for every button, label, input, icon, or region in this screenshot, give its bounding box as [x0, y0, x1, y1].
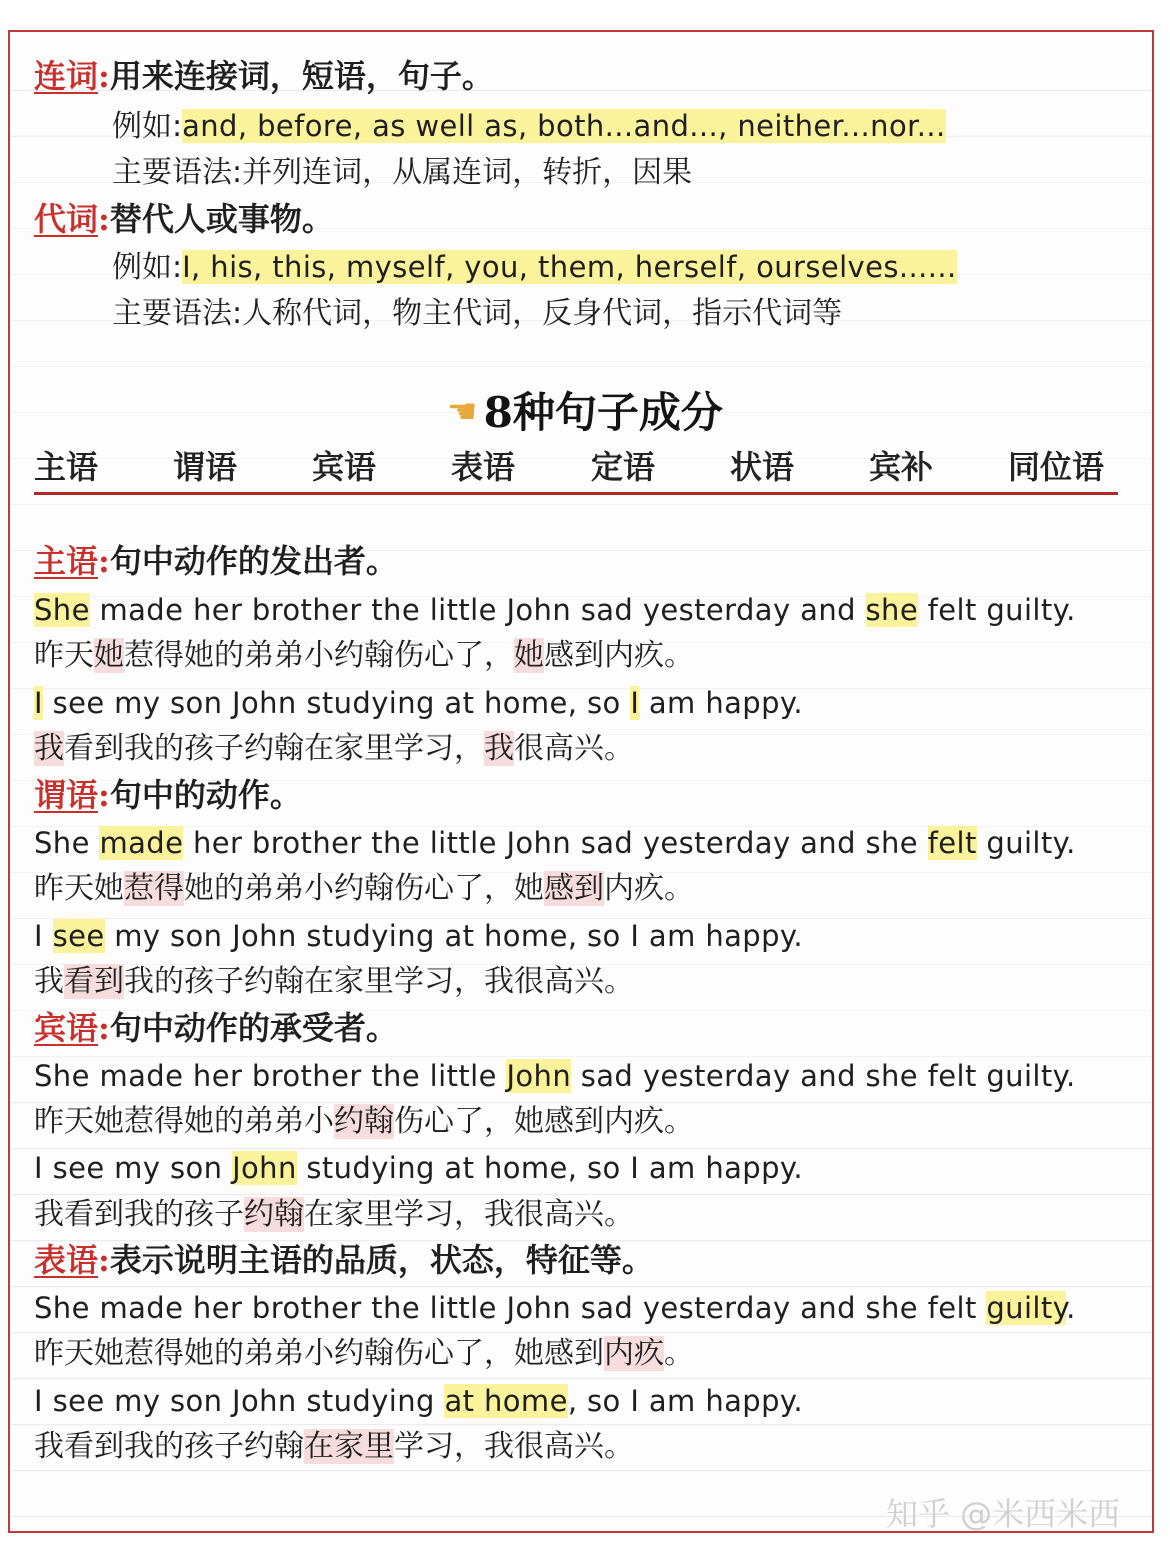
pronoun-grammar: 主要语法:人称代词，物主代词，反身代词，指示代词等: [112, 296, 843, 331]
pronoun-term: 代词: [34, 200, 99, 238]
components-row: [34, 444, 1118, 495]
object-definition: 句中动作的承受者。: [109, 1009, 398, 1047]
pronoun-examples: I, his, this, myself, you, them, herself, ourselves......: [182, 250, 957, 284]
subject-example-zh-1: 昨天她惹得她的弟弟小约翰伤心了，她感到内疚。: [34, 638, 694, 673]
pronoun-definition: 替代人或事物。: [109, 200, 334, 238]
predicate-example-en-1: She made her brother the little John sad yesterday and she felt guilty.: [34, 826, 1076, 860]
conjunction-example-label: 例如:: [112, 109, 183, 144]
predicate-heading: 谓语:句中的动作。: [34, 776, 302, 814]
object-example-zh-2: 我看到我的孩子约翰在家里学习，我很高兴。: [34, 1197, 634, 1232]
object-example-en-1: She made her brother the little John sad yesterday and she felt guilty.: [34, 1059, 1076, 1093]
object-example-zh-1: 昨天她惹得她的弟弟小约翰伤心了，她感到内疚。: [34, 1104, 694, 1139]
section-title: [0, 384, 1170, 441]
predicative-example-zh-2: 我看到我的孩子约翰在家里学习，我很高兴。: [34, 1429, 634, 1464]
component-predicate: 谓语: [173, 448, 238, 486]
conjunction-examples: and, before, as well as, both...and..., neither...nor...: [182, 109, 946, 143]
object-term: 宾语: [34, 1009, 99, 1047]
watermark: 知乎 @米西米西: [886, 1495, 1121, 1533]
subject-example-en-1: She made her brother the little John sad yesterday and she felt guilty.: [34, 593, 1076, 627]
conjunction-heading: 连词:用来连接词，短语，句子。: [34, 57, 494, 95]
object-example-en-2: I see my son John studying at home, so I am happy.: [34, 1151, 803, 1185]
component-object: 宾语: [312, 448, 377, 486]
subject-example-zh-2: 我看到我的孩子约翰在家里学习，我很高兴。: [34, 731, 634, 766]
object-heading: 宾语:句中动作的承受者。: [34, 1009, 398, 1047]
component-attribute: 定语: [591, 448, 656, 486]
component-subject: 主语: [34, 448, 99, 486]
conjunction-definition: 用来连接词，短语，句子。: [109, 57, 494, 95]
predicative-example-zh-1: 昨天她惹得她的弟弟小约翰伤心了，她感到内疚。: [34, 1336, 694, 1371]
predicate-term: 谓语: [34, 776, 99, 814]
conjunction-grammar: 主要语法:并列连词，从属连词，转折，因果: [112, 155, 693, 190]
subject-example-en-2: I see my son John studying at home, so I am happy.: [34, 686, 803, 720]
subject-definition: 句中动作的发出者。: [109, 542, 398, 580]
predicate-definition: 句中的动作。: [109, 776, 302, 814]
pronoun-example-label: 例如:: [112, 250, 183, 285]
predicate-example-zh-1: 昨天她惹得她的弟弟小约翰伤心了，她感到内疚。: [34, 871, 694, 906]
conjunction-examples-line: [112, 106, 946, 147]
component-predicative: 表语: [451, 448, 516, 486]
predicative-term: 表语: [34, 1241, 99, 1279]
pronoun-examples-line: [112, 247, 957, 288]
predicative-heading: 表语:表示说明主语的品质，状态，特征等。: [34, 1241, 654, 1279]
predicative-definition: 表示说明主语的品质，状态，特征等。: [109, 1241, 654, 1279]
conjunction-term: 连词: [34, 57, 99, 95]
predicative-example-en-2: I see my son John studying at home, so I am happy.: [34, 1384, 803, 1418]
predicative-example-en-1: She made her brother the little John sad yesterday and she felt guilty.: [34, 1291, 1076, 1325]
section-title-text: 8种句子成分: [483, 388, 723, 437]
subject-term: 主语: [34, 542, 99, 580]
component-object-complement: 宾补: [869, 448, 934, 486]
pointing-hand-icon: ☛: [447, 392, 478, 432]
pronoun-heading: 代词:替代人或事物。: [34, 200, 334, 238]
component-adverbial: 状语: [730, 448, 795, 486]
subject-heading: 主语:句中动作的发出者。: [34, 542, 398, 580]
component-appositive: 同位语: [1008, 448, 1105, 486]
predicate-example-zh-2: 我看到我的孩子约翰在家里学习，我很高兴。: [34, 964, 634, 999]
predicate-example-en-2: I see my son John studying at home, so I am happy.: [34, 919, 803, 953]
